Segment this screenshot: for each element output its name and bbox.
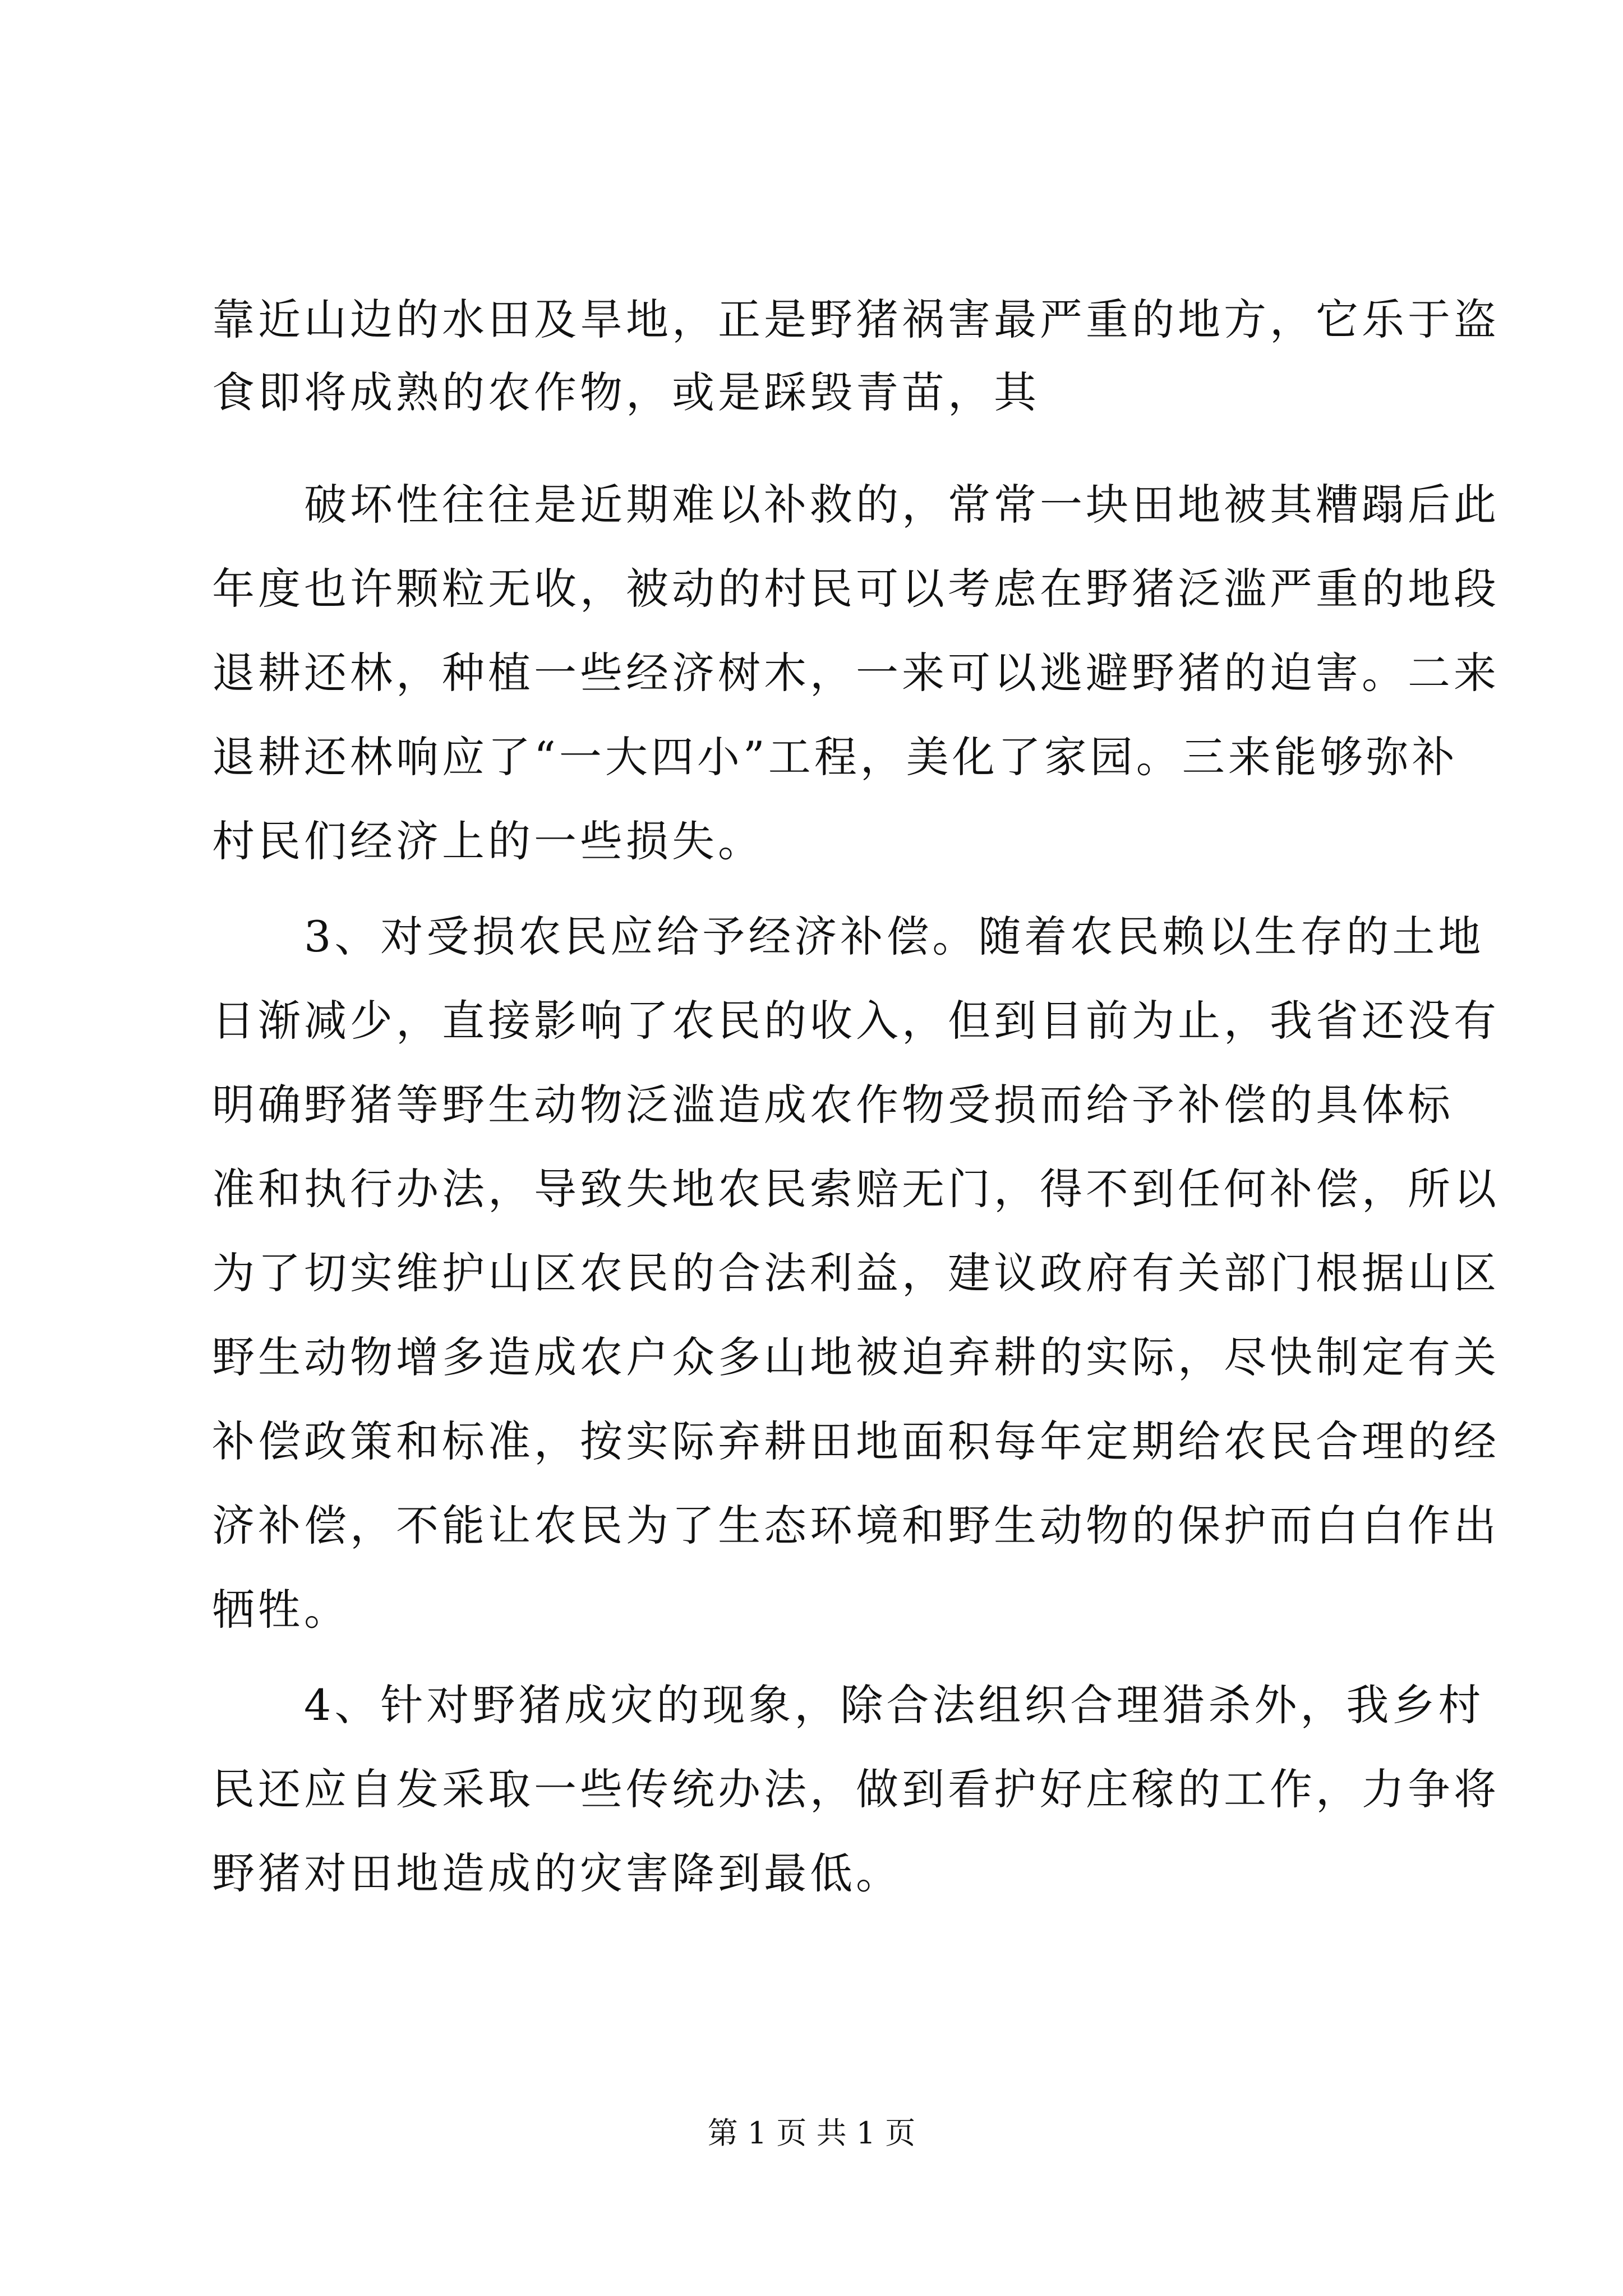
text-line: 为了切实维护山区农民的合法利益，建议政府有关部门根据山区 [212,1248,1500,1298]
text-line: 3、对受损农民应给予经济补偿。随着农民赖以生存的土地 [212,912,1484,961]
text-line: 退耕还林响应了“一大四小”工程，美化了家园。三来能够弥补 [212,732,1458,782]
text-line: 准和执行办法，导致失地农民索赔无门，得不到任何补偿，所以 [212,1164,1500,1214]
text-line: 破坏性往往是近期难以补救的，常常一块田地被其糟蹋后此 [212,480,1500,530]
text-line: 补偿政策和标准，按实际弃耕田地面积每年定期给农民合理的经 [212,1416,1500,1466]
text-line: 年度也许颗粒无收，被动的村民可以考虑在野猪泛滥严重的地段 [212,564,1500,614]
text-line: 牺牲。 [212,1585,350,1635]
text-line: 退耕还林，种植一些经济树木，一来可以逃避野猪的迫害。二来 [212,648,1500,698]
text-line: 靠近山边的水田及旱地，正是野猪祸害最严重的地方，它乐于盗 [212,295,1500,344]
text-line: 野猪对田地造成的灾害降到最低。 [212,1848,902,1898]
text-line: 济补偿，不能让农民为了生态环境和野生动物的保护而白白作出 [212,1501,1500,1550]
text-line: 明确野猪等野生动物泛滥造成农作物受损而给予补偿的具体标 [212,1080,1454,1130]
text-line: 4、针对野猪成灾的现象，除合法组织合理猎杀外，我乡村 [212,1680,1484,1730]
text-line: 民还应自发采取一些传统办法，做到看护好庄稼的工作，力争将 [212,1764,1500,1814]
page-number-footer: 第 1 页 共 1 页 [707,2115,916,2151]
text-line: 日渐减少，直接影响了农民的收入，但到目前为止，我省还没有 [212,996,1500,1046]
text-line: 食即将成熟的农作物，或是踩毁青苗，其 [212,367,1040,417]
text-line: 野生动物增多造成农户众多山地被迫弃耕的实际，尽快制定有关 [212,1332,1500,1382]
text-line: 村民们经济上的一些损失。 [212,816,764,866]
